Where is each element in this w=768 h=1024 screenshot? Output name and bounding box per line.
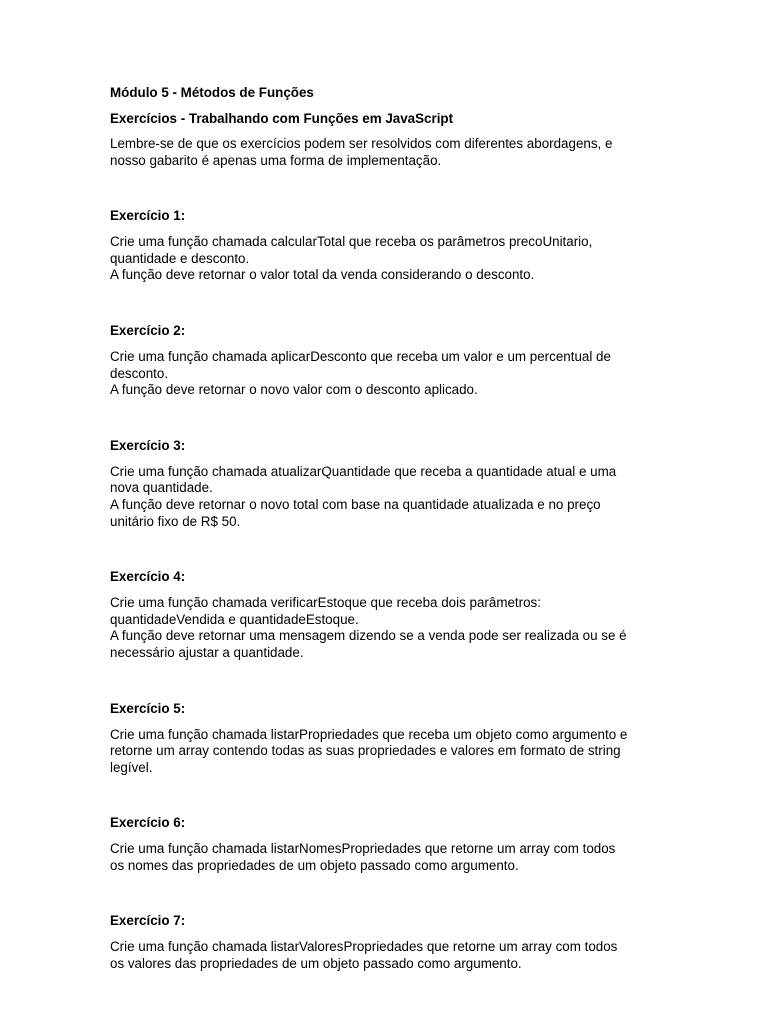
exercise-text-line: A função deve retornar uma mensagem dizendo se a venda pode ser realizada ou se é bbox=[110, 628, 627, 644]
exercise-heading: Exercício 3: bbox=[110, 437, 186, 453]
exercise-heading: Exercício 6: bbox=[110, 815, 186, 831]
exercise-heading: Exercício 5: bbox=[110, 700, 186, 716]
exercise-text-line: Crie uma função chamada atualizarQuantidade que receba a quantidade atual e uma bbox=[110, 463, 617, 479]
intro-paragraph bbox=[110, 136, 670, 169]
exercise-text-line: retorne um array contendo todas as suas propriedades e valores em formato de string bbox=[110, 743, 621, 759]
exercise-6 bbox=[110, 814, 670, 874]
exercise-text-line: quantidade e desconto. bbox=[110, 250, 250, 266]
exercise-text-line: desconto. bbox=[110, 365, 169, 381]
exercise-heading: Exercício 1: bbox=[110, 208, 186, 224]
exercise-text-line: A função deve retornar o novo valor com o desconto aplicado. bbox=[110, 382, 478, 398]
exercise-1 bbox=[110, 207, 670, 284]
exercise-text-line: os valores das propriedades de um objeto passado como argumento. bbox=[110, 956, 522, 972]
exercise-text-line: os nomes das propriedades de um objeto passado como argumento. bbox=[110, 857, 519, 873]
module-title: Módulo 5 - Métodos de Funções bbox=[110, 85, 314, 100]
exercise-heading: Exercício 4: bbox=[110, 569, 186, 585]
exercise-text-line: A função deve retornar o novo total com base na quantidade atualizada e no preço bbox=[110, 496, 601, 512]
exercise-heading: Exercício 2: bbox=[110, 322, 186, 338]
exercise-text-line: Crie uma função chamada aplicarDesconto que receba um valor e um percentual de bbox=[110, 348, 611, 364]
exercise-text-line: Crie uma função chamada verificarEstoque que receba dois parâmetros: bbox=[110, 595, 541, 611]
exercise-7 bbox=[110, 912, 670, 972]
exercise-5 bbox=[110, 700, 670, 777]
intro-line: Lembre-se de que os exercícios podem ser resolvidos com diferentes abordagens, e bbox=[110, 136, 613, 151]
exercise-text-line: unitário fixo de R$ 50. bbox=[110, 513, 241, 529]
exercise-text-line: Crie uma função chamada calcularTotal que receba os parâmetros precoUnitario, bbox=[110, 234, 593, 250]
document-page bbox=[110, 84, 670, 973]
exercise-heading: Exercício 7: bbox=[110, 913, 186, 929]
exercise-text-line: quantidadeVendida e quantidadeEstoque. bbox=[110, 611, 359, 627]
exercises-title: Exercícios - Trabalhando com Funções em JavaScript bbox=[110, 111, 454, 126]
exercise-text-line: necessário ajustar a quantidade. bbox=[110, 644, 304, 660]
exercise-3 bbox=[110, 437, 670, 530]
exercise-text-line: nova quantidade. bbox=[110, 480, 213, 496]
exercise-4 bbox=[110, 568, 670, 661]
exercise-text-line: legível. bbox=[110, 759, 153, 775]
exercise-text-line: A função deve retornar o valor total da venda considerando o desconto. bbox=[110, 267, 535, 283]
exercise-text-line: Crie uma função chamada listarValoresPropriedades que retorne um array com todos bbox=[110, 939, 618, 955]
exercise-text-line: Crie uma função chamada listarNomesPropriedades que retorne um array com todos bbox=[110, 841, 616, 857]
intro-line: nosso gabarito é apenas uma forma de implementação. bbox=[110, 152, 442, 168]
exercise-2 bbox=[110, 322, 670, 399]
exercise-text-line: Crie uma função chamada listarPropriedades que receba um objeto como argumento e bbox=[110, 726, 628, 742]
